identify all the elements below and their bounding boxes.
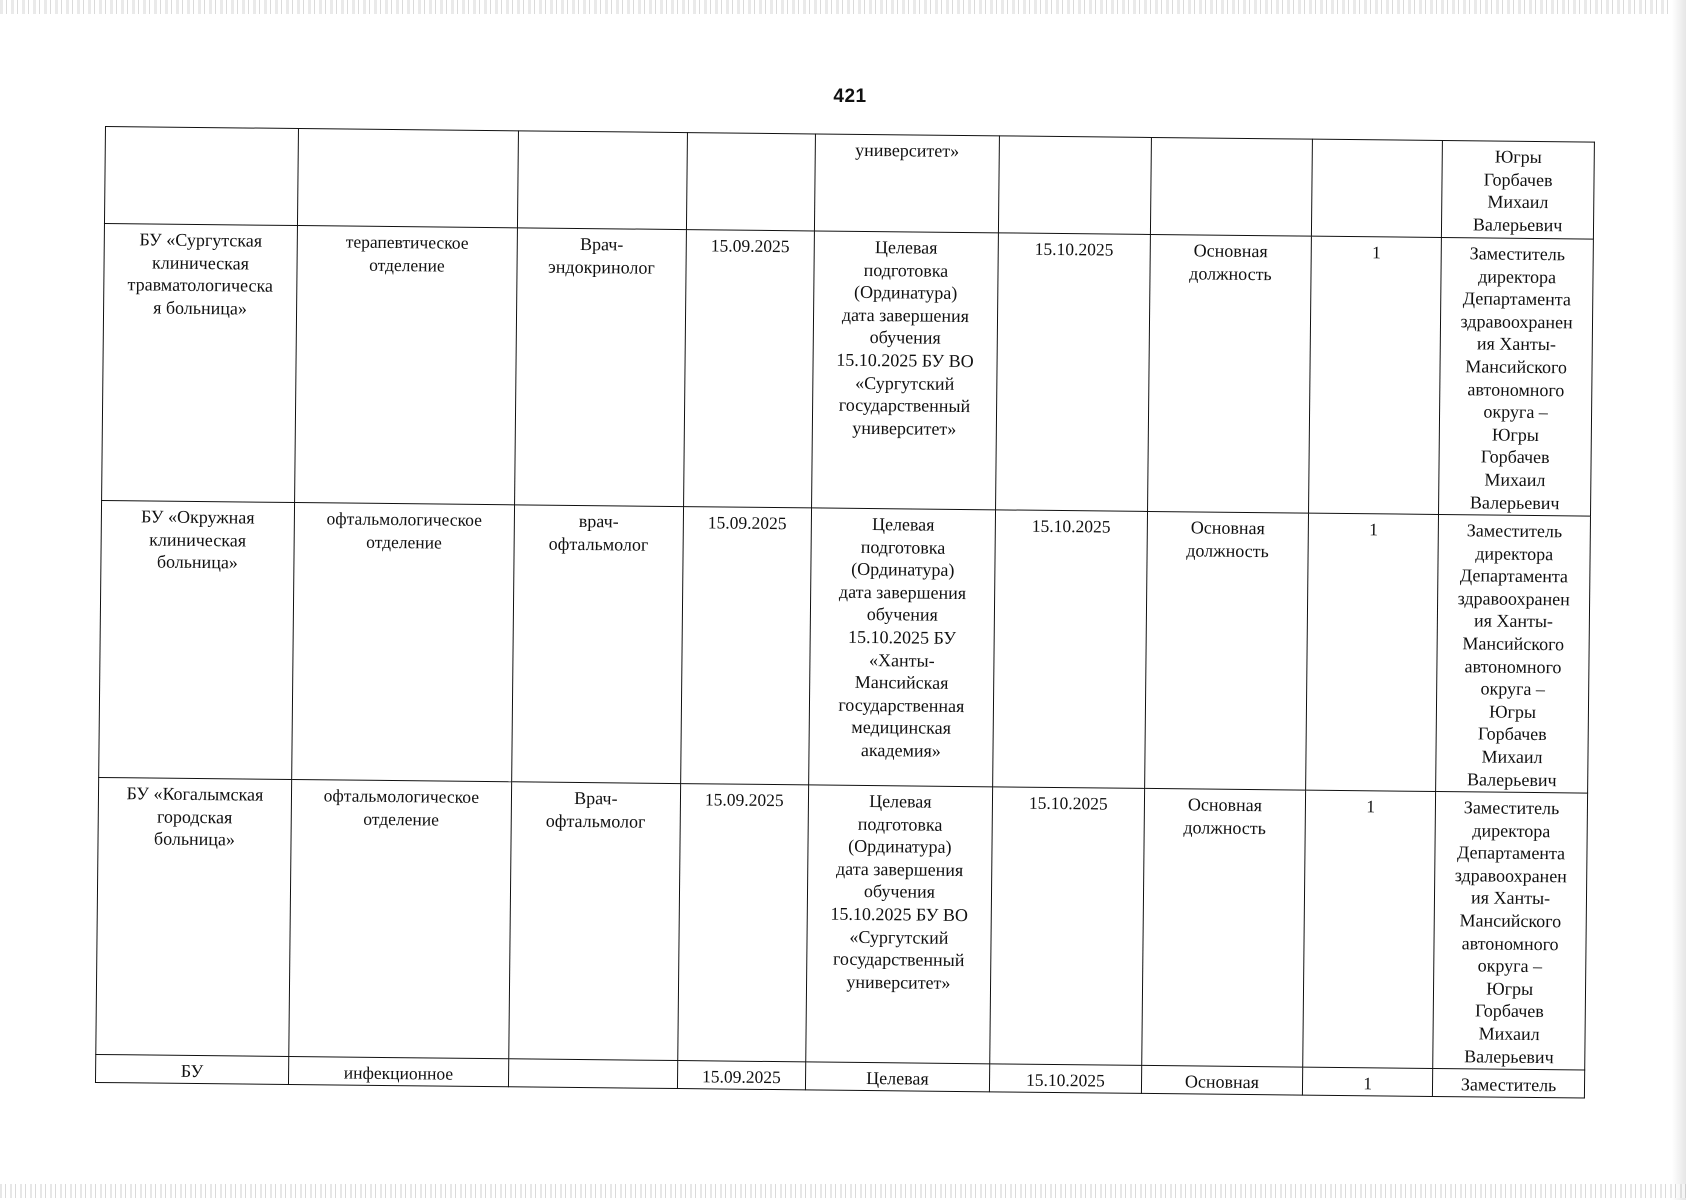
- cell-position-type: Основная должность: [1144, 511, 1308, 790]
- cell-position-type: Основная должность: [1141, 788, 1305, 1067]
- cell-department: офтальмологическое отделение: [289, 779, 512, 1058]
- cell-end-date: 15.10.2025: [996, 233, 1151, 512]
- cell-department: терапевтическое отделение: [294, 226, 517, 505]
- table-row: [99, 500, 1591, 793]
- cell-training: Целевая подготовка (Ординатура) дата завершения обучения 15.10.2025 БУ ВО «Сургутский государственный университет»: [811, 231, 998, 510]
- cell-position-type: Основная: [1141, 1065, 1303, 1094]
- cell-count: [1312, 139, 1443, 237]
- cell-position: [517, 131, 687, 230]
- cell-date: [686, 133, 815, 231]
- cell-count: 1: [1303, 1067, 1433, 1096]
- table-row: [104, 127, 1594, 240]
- table-row: [102, 223, 1594, 516]
- cell-count: 1: [1309, 236, 1442, 514]
- cell-date: 15.09.2025: [678, 784, 809, 1062]
- cell-responsible: Заместитель директора Департамента здравоохранен ия Ханты- Мансийского автономного округа – Югры Горбачев Михаил Валерьевич: [1433, 791, 1588, 1070]
- cell-position: [508, 1059, 677, 1088]
- cell-training: университет»: [814, 134, 999, 233]
- cell-responsible: Югры Горбачев Михаил Валерьевич: [1442, 141, 1595, 240]
- cell-date: 15.09.2025: [681, 507, 812, 785]
- cell-training: Целевая: [805, 1062, 989, 1092]
- cell-position: Врач- эндокринолог: [514, 228, 686, 507]
- cell-department: инфекционное: [288, 1056, 508, 1086]
- cell-department: офтальмологическое отделение: [292, 503, 515, 782]
- cell-institution: БУ «Окружная клиническая больница»: [99, 500, 295, 779]
- cell-position: Врач- офтальмолог: [509, 782, 681, 1061]
- cell-date: 15.09.2025: [677, 1061, 805, 1090]
- cell-responsible: Заместитель директора Департамента здравоохранен ия Ханты- Мансийского автономного округа – Югры Горбачев Михаил Валерьевич: [1436, 514, 1591, 793]
- cell-position: врач- офтальмолог: [512, 505, 684, 784]
- cell-end-date: [998, 136, 1151, 235]
- cell-training: Целевая подготовка (Ординатура) дата завершения обучения 15.10.2025 БУ «Ханты- Мансийская государственная медицинская академия»: [808, 508, 995, 787]
- cell-responsible: Заместитель: [1433, 1068, 1585, 1097]
- cell-date: 15.09.2025: [683, 230, 814, 508]
- document-sheet: [95, 126, 1595, 1107]
- vacancy-table: [95, 126, 1595, 1098]
- page-number: 421: [833, 86, 867, 107]
- cell-institution: БУ «Когалымская городская больница»: [96, 777, 292, 1056]
- cell-institution: БУ «Сургутская клиническая травматологическа я больница»: [102, 223, 298, 502]
- scan-edge-right: [1672, 0, 1686, 1200]
- table-row: [96, 777, 1588, 1070]
- cell-institution: [104, 127, 298, 226]
- cell-count: 1: [1303, 790, 1436, 1068]
- cell-end-date: 15.10.2025: [990, 787, 1145, 1066]
- cell-institution: БУ: [95, 1054, 288, 1084]
- cell-end-date: 15.10.2025: [989, 1064, 1141, 1093]
- cell-training: Целевая подготовка (Ординатура) дата завершения обучения 15.10.2025 БУ ВО «Сургутский государственный университет»: [806, 785, 993, 1064]
- scan-edge-bottom: [0, 1184, 1686, 1198]
- cell-department: [297, 129, 518, 228]
- scan-edge-top: [0, 0, 1686, 14]
- cell-position-type: [1150, 137, 1312, 236]
- cell-responsible: Заместитель директора Департамента здравоохранен ия Ханты- Мансийского автономного округа – Югры Горбачев Михаил Валерьевич: [1439, 238, 1594, 517]
- cell-end-date: 15.10.2025: [993, 510, 1148, 789]
- cell-count: 1: [1306, 513, 1439, 791]
- cell-position-type: Основная должность: [1147, 234, 1311, 513]
